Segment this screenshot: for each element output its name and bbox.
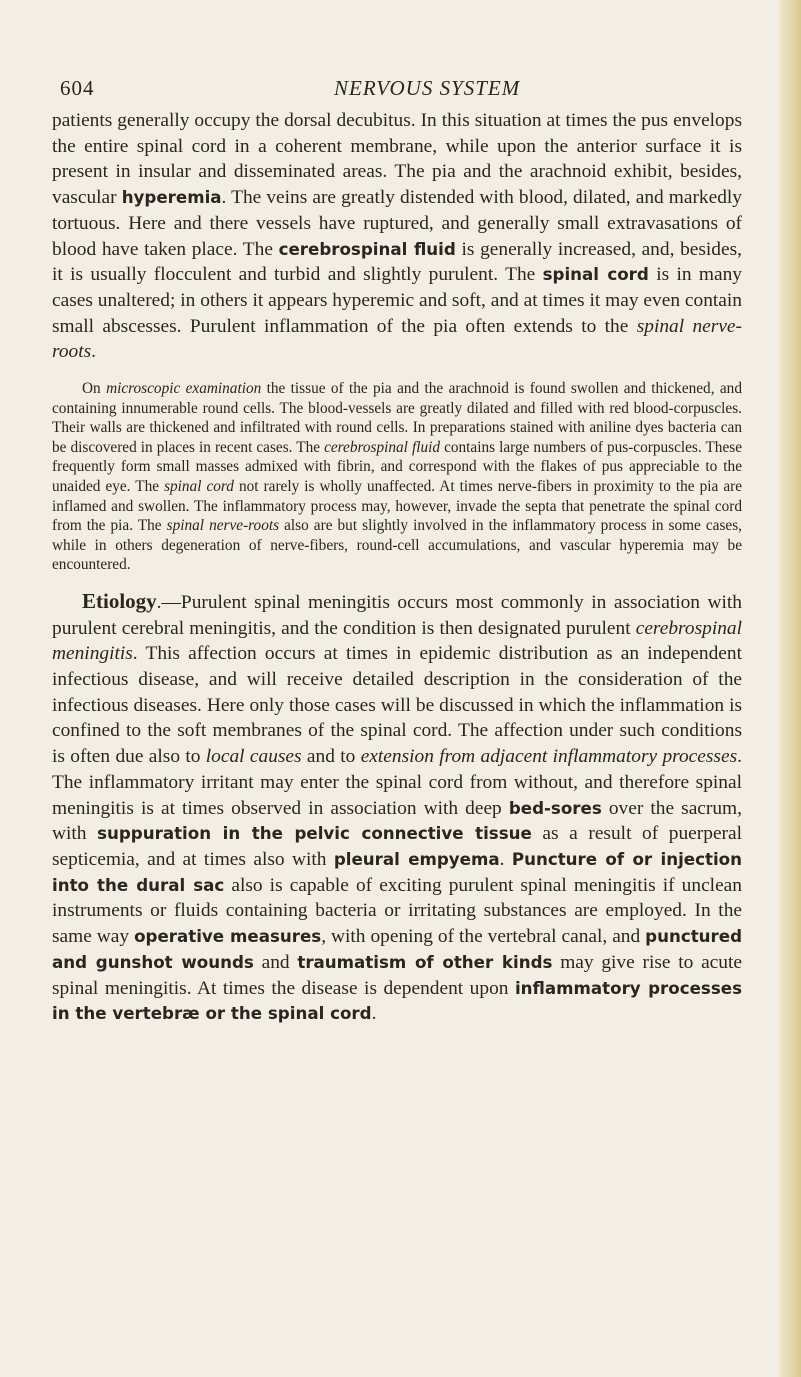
text-run: . This affection occurs at times in epidemic distribution as an independent infectious disease, and will receive detailed description in the consideration of the infectious diseases. Here only those cases will be discussed in which the inflammation is confined to the soft membranes of the spinal cord. The affection under such conditions is often due also to (52, 643, 742, 768)
bold-term: operative measures (134, 927, 322, 947)
text-run: also is capable of exciting purulent spinal meningitis if unclean instruments or fluids containing bacteria or irritating substances are employed. In the same way (52, 874, 742, 948)
text-run: . (499, 849, 512, 870)
book-page (52, 68, 742, 1027)
bold-term: traumatism of other kinds (297, 952, 553, 972)
text-run: , with opening of the vertebral canal, and (321, 926, 646, 948)
bold-term: pleural empyema (333, 850, 500, 869)
text-run: may give rise to acute spinal meningitis. At times the disease is dependent upon (52, 951, 742, 999)
bold-term: suppuration in the pelvic connective tissue (97, 824, 532, 844)
text-run: is generally increased, and, besides, it is usually flocculent and turbid and slightly purulent. The (52, 238, 743, 286)
italic-term: cerebrospinal fluid (324, 438, 441, 456)
text-run: not rarely is wholly unaffected. At times nerve-fibers in proximity to the pia are inflamed and swollen. The inflammatory process may, however, invade the septa that penetrate the spinal cord from the pia. The (52, 478, 743, 535)
text-run: On (82, 380, 107, 398)
bold-term: spinal cord (542, 265, 649, 285)
bold-term: punctured and gunshot wounds (52, 927, 743, 972)
paragraph-microscopic (52, 379, 742, 575)
bold-term: bed-sores (508, 798, 602, 818)
bold-term: cerebrospinal fluid (278, 239, 456, 259)
text-run: . (91, 341, 97, 363)
text-run: also are but slightly involved in the inflammatory process in some cases, while in others degeneration of nerve-fibers, round-cell accumulations, and vascular hyperemia may be encountered. (52, 517, 742, 574)
bold-term: inflammatory processes in the vertebræ or the spinal cord (52, 978, 743, 1024)
running-title: NERVOUS SYSTEM (334, 76, 521, 100)
text-run: . The veins are greatly distended with blood, dilated, and markedly tortuous. Here and there vessels have ruptured, and generally small extravasations of blood have taken place. The (52, 187, 743, 260)
text-run: .—Purulent spinal meningitis occurs most commonly in association with purulent cerebral meningitis, and the condition is then designated purulent (52, 591, 742, 639)
text-run: contains large numbers of pus-corpuscles. These frequently form small masses admixed with fibrin, and correspond with the flakes of pus appreciable to the unaided eye. The (52, 438, 742, 495)
paragraph-etiology (52, 589, 742, 1027)
text-run: is in many cases unaltered; in others it appears hyperemic and soft, and at times it may even contain small abscesses. Purulent inflammation of the pia often extends to the (52, 264, 743, 337)
text-run: the tissue of the pia and the arachnoid is found swollen and thickened, and containing innumerable round cells. The blood-vessels are greatly dilated and filled with red blood-corpuscles. Their walls are thickened and infiltrated with round cells. In preparations stained with aniline dyes bacteria can be discovered in places in recent cases. The (52, 380, 742, 456)
text-run: . The inflammatory irritant may enter the spinal cord from without, and therefore spinal meningitis is at times observed in association with deep (52, 746, 742, 819)
section-heading: Etiology (82, 588, 157, 613)
text-run: and to (301, 746, 361, 768)
text-run: patients generally occupy the dorsal decubitus. In this situation at times the pus envelops the entire spinal cord in a coherent membrane, while upon the anterior surface it is present in insular and disseminated areas. The pia and the arachnoid exhibit, besides, vascular (52, 110, 742, 209)
paragraph-pathology (52, 108, 742, 365)
italic-term: local causes (205, 746, 302, 768)
page-number: 604 (60, 76, 95, 100)
italic-term: spinal cord (164, 478, 234, 495)
text-run: over the sacrum, with (52, 797, 742, 845)
text-run: and (253, 951, 298, 973)
bold-term: Puncture of or injection into the dural sac (52, 850, 742, 895)
italic-term: extension from adjacent inflammatory processes (360, 746, 738, 768)
italic-term: spinal nerve-roots (166, 517, 280, 535)
page-edge (779, 0, 801, 1377)
italic-term: cerebrospinal meningitis (52, 617, 742, 665)
italic-term: spinal nerve-roots (52, 315, 742, 363)
page-header (52, 68, 742, 108)
italic-term: microscopic examination (106, 380, 262, 398)
text-run: as a result of puerperal septicemia, and at times also with (52, 823, 743, 870)
text-run: . (371, 1003, 377, 1025)
bold-term: hyperemia (121, 188, 222, 208)
